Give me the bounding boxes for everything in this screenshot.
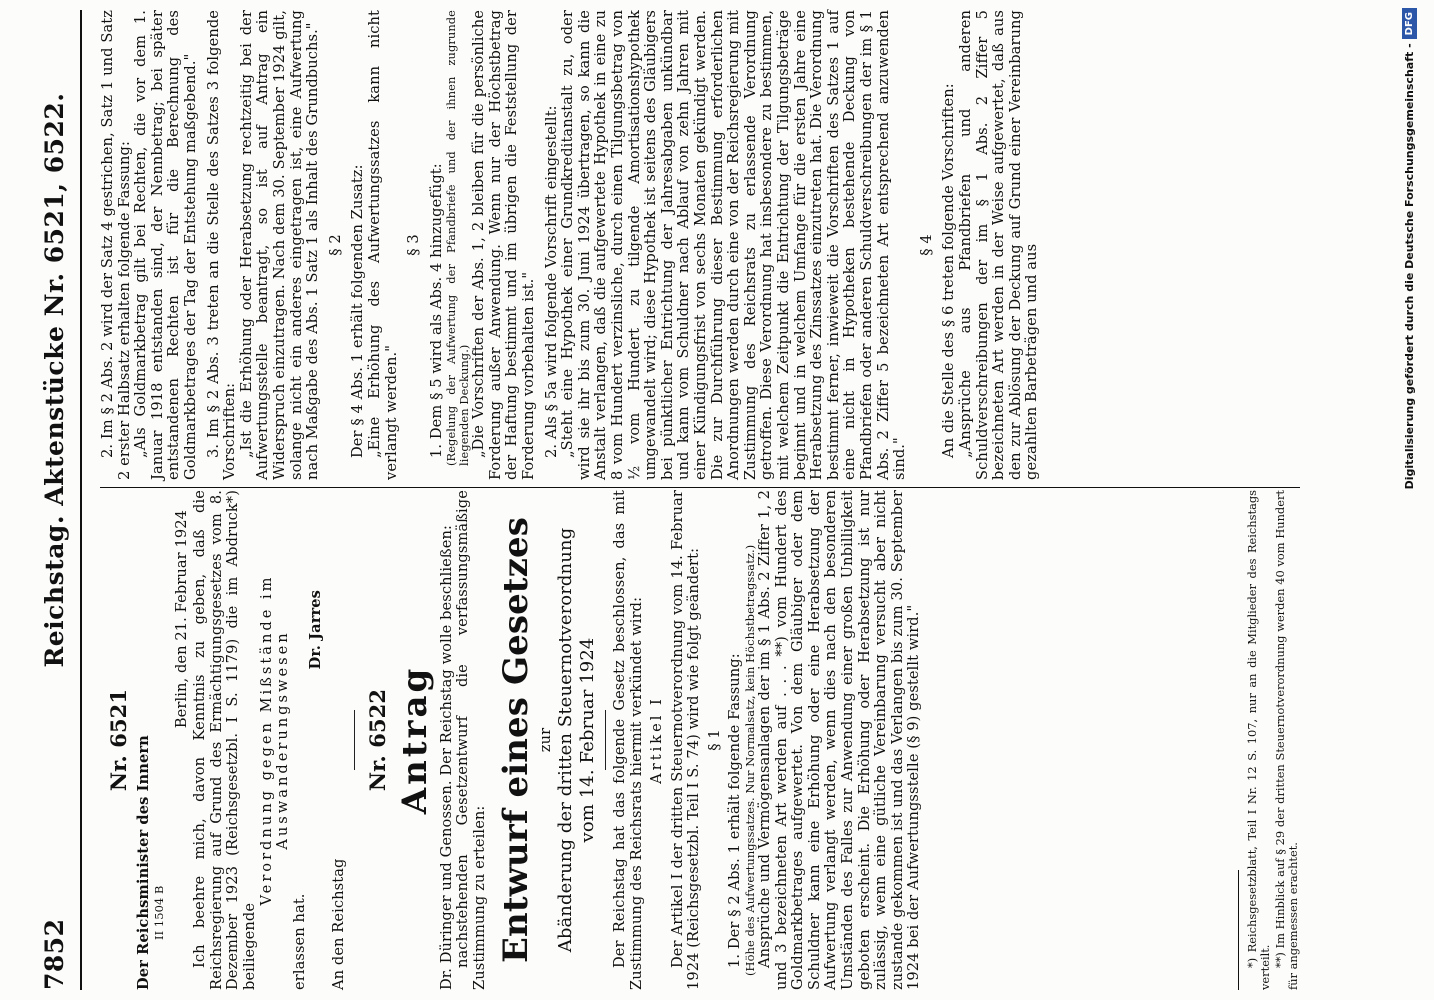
signature: Dr. Jarres xyxy=(307,590,325,670)
right-p8: „Die Vorschriften der Abs. 1, 2 bleiben für die persönliche Forderung außer Anwendung. Wenn nur der Höchstbetrag der Haftung bestimmt und im übrigen die Feststellung der Forderung vorbehalten ist." xyxy=(470,10,538,480)
column-divider xyxy=(100,487,1300,488)
paragraph-2: Dr. Düringer und Genossen. Der Reichstag wolle beschließen: xyxy=(437,525,455,990)
section-2-heading: § 2 xyxy=(326,234,344,256)
paragraph-7: Ansprüche und Vermögensanlagen der im § 1 Abs. 2 Ziffer 1, 2 und 3 bezeichneten Art werden auf . . . **) vom Hundert des Goldmarkbetrages aufgewertet. Von dem Gläubiger oder dem Schuldner kann eine Erhöhung oder eine Herabsetzung der Aufwertung verlangt werden, wenn dies nach den besonderen Umständen des Falles zur Anwendung einer großen Unbilligkeit geboten erscheint. Die Erhöhung oder Herabsetzung ist nur zulässig, wenn eine gütliche Vereinbarung versucht aber nicht zustande gekommen ist und das Verlangen bis zum 30. September 1924 bei der Aufwertungsstelle (§ 9) gestellt wird." xyxy=(756,490,923,990)
paragraph-3: nachstehenden Gesetzentwurf die verfassungsmäßige Zustimmung zu erteilen: xyxy=(454,490,488,990)
footnote-1: *) Reichsgesetzblatt, Teil I Nr. 12 S. 107, nur an die Mitglieder des Reichstags verteilt. xyxy=(1245,490,1272,990)
zur-line: zur xyxy=(537,727,555,753)
addressee: An den Reichstag xyxy=(329,858,347,990)
right-p2: „Als Goldmarkbetrag gilt bei Rechten, die vor dem 1. Januar 1918 entstanden sind, der Nennbetrag; bei später entstandenen Rechten ist für die Berechnung des Goldmarkbetrages der Tag der Entstehung maßgebend." xyxy=(132,10,199,480)
right-p6: „Eine Erhöhung des Aufwertungssatzes kann nicht verlangt werden." xyxy=(365,10,400,480)
paragraph-6: 1. Der § 2 Abs. 1 erhält folgende Fassung: xyxy=(726,653,744,968)
decree-title: Verordnung gegen Mißstände im Auswanderungswesen xyxy=(257,574,292,906)
section-4-heading: § 4 xyxy=(917,234,935,256)
page-title: Reichstag. Aktenstücke Nr. 6521, 6522. xyxy=(40,92,69,668)
paragraph-4: Der Reichstag hat das folgende Gesetz beschlossen, das mit Zustimmung des Reichsrats hiermit verkündet wird: xyxy=(610,490,645,990)
right-p3: 3. Im § 2 Abs. 3 treten an die Stelle des Satzes 3 folgende Vorschriften: xyxy=(204,10,239,480)
right-p9: 2. Als § 5a wird folgende Vorschrift eingestellt: xyxy=(542,105,560,458)
antrag-heading: Antrag xyxy=(394,665,435,815)
dateline: Berlin, den 21. Februar 1924 xyxy=(172,510,190,729)
paragraph-5: Der Artikel I der dritten Steuernotverordnung vom 14. Februar 1924 (Reichsgesetzbl. Teil I S. 74) wird wie folgt geändert: xyxy=(668,490,703,990)
right-p1: 2. Im § 2 Abs. 2 wird der Satz 4 gestrichen, Satz 1 und Satz 2 erster Halbsatz erhalten folgende Fassung: xyxy=(99,10,133,480)
right-p5: Der § 4 Abs. 1 erhält folgenden Zusatz: xyxy=(349,164,367,458)
separator xyxy=(354,710,355,770)
paragraph-1: Ich beehre mich, davon Kenntnis zu geben, daß die Reichsregierung auf Grund des Ermächtigungsgesetzes vom 8. Dezember 1923 (Reichsgesetzbl. I S. 1179) die im Abdruck*) beiliegende xyxy=(191,490,258,990)
right-p4: „Ist die Erhöhung oder Herabsetzung rechtzeitig bei der Aufwertungsstelle beantragt, so ist auf Antrag ein Widerspruch einzutragen. Nach dem 30. September 1924 gilt, solange nicht ein anderes eingetragen ist, eine Aufwertung nach Maßgabe des Abs. 1 Satz 1 als Inhalt des Grundbuchs." xyxy=(237,10,322,480)
minister-line: Der Reichsminister des Innern xyxy=(135,735,152,990)
page-number: 7852 xyxy=(40,918,69,990)
footnote-rule xyxy=(1238,870,1239,990)
right-p7: 1. Dem § 5 wird als Abs. 4 hinzugefügt: xyxy=(427,163,445,458)
nr-6521-heading: Nr. 6521 xyxy=(106,688,131,792)
footnote-2: **) Im Hinblick auf § 29 der dritten Steuernotverordnung werden 40 vom Hundert für angemessen erachtet. xyxy=(1273,490,1300,990)
footnotes xyxy=(1246,490,1300,990)
paragraph-6-note: (Höhe des Aufwertungssatzes. Nur Normalsatz, kein Höchstbetragssatz.) xyxy=(743,544,758,976)
left-column xyxy=(100,490,923,990)
nr-6522-heading: Nr. 6522 xyxy=(364,688,390,792)
artikel-heading: Artikel I xyxy=(648,696,666,784)
dfg-logo: DFG xyxy=(1402,8,1417,39)
reference-number: II 1504 B xyxy=(151,885,166,940)
section-1-heading: § 1 xyxy=(705,729,723,751)
paragraph-1c: erlassen hat. xyxy=(290,893,308,990)
right-p12: „Ansprüche aus Pfandbriefen und anderen Schuldverschreibungen der im § 1 Abs. 2 Ziffer 5 bezeichneten Art werden in der Weise aufgewertet, daß aus den zur Ablösung der Deckung auf Grund einer Vereinbarung gezahlten Barbeträgen und aus xyxy=(956,10,1041,480)
right-column xyxy=(100,10,1041,480)
right-p7-note: (Regelung der Aufwertung der Pfandbriefe und der ihnen zugrunde liegenden Deckung.) xyxy=(444,10,472,466)
separator-2 xyxy=(605,710,606,770)
entwurf-heading: Entwurf eines Gesetzes xyxy=(496,517,537,964)
right-p10: „Steht eine Hypothek einer Grundkreditanstalt zu, oder wird sie ihr bis zum 30. Juni 1924 übertragen, so kann die Anstalt verlangen, daß die aufgewertete Hypothek in eine zu 8 vom Hundert verzinsliche, durch einen Tilgungsbetrag von ½ vom Hundert zu tilgende Amortisationshypothek umgewandelt wird; diese Hypothek ist seitens des Gläubigers bei pünktlicher Entrichtung der Jahresabgaben unkündbar und kann vom Schuldner nach Ablauf von zehn Jahren mit einer Kündigungsfrist von sechs Monaten gekündigt werden. Die zur Durchführung dieser Bestimmung erforderlichen Anordnungen werden durch eine von der Reichsregierung mit Zustimmung des Reichsrats zu erlassende Verordnung getroffen. Diese Verordnung hat insbesondere zu bestimmen, mit welchem Zeitpunkt die Entrichtung der Tilgungsbeträge beginnt und in welchem Umfange für die ersten Jahre eine Herabsetzung des Zinssatzes einzutreten hat. Die Verordnung bestimmt ferner, inwieweit die Vorschriften des Satzes 1 auf eine nicht in Hypotheken bestehende Deckung von Pfandbriefen oder anderen Schuldverschreibungen der im § 1 Abs. 2 Ziffer 5 bezeichneten Art entsprechend anzuwenden sind." xyxy=(559,10,909,480)
abaenderung-heading: Abänderung der dritten Steuernotverordnung vom 14. Februar 1924 xyxy=(554,527,598,953)
credit-text: Digitalisierung gefördert durch die Deutsche Forschungsgemeinschaft - xyxy=(1402,43,1416,490)
digitization-credit xyxy=(1384,0,1434,1000)
section-3-heading: § 3 xyxy=(405,234,423,256)
header-rule xyxy=(80,10,82,990)
right-p11: An die Stelle des § 6 treten folgende Vorschriften: xyxy=(940,83,958,458)
